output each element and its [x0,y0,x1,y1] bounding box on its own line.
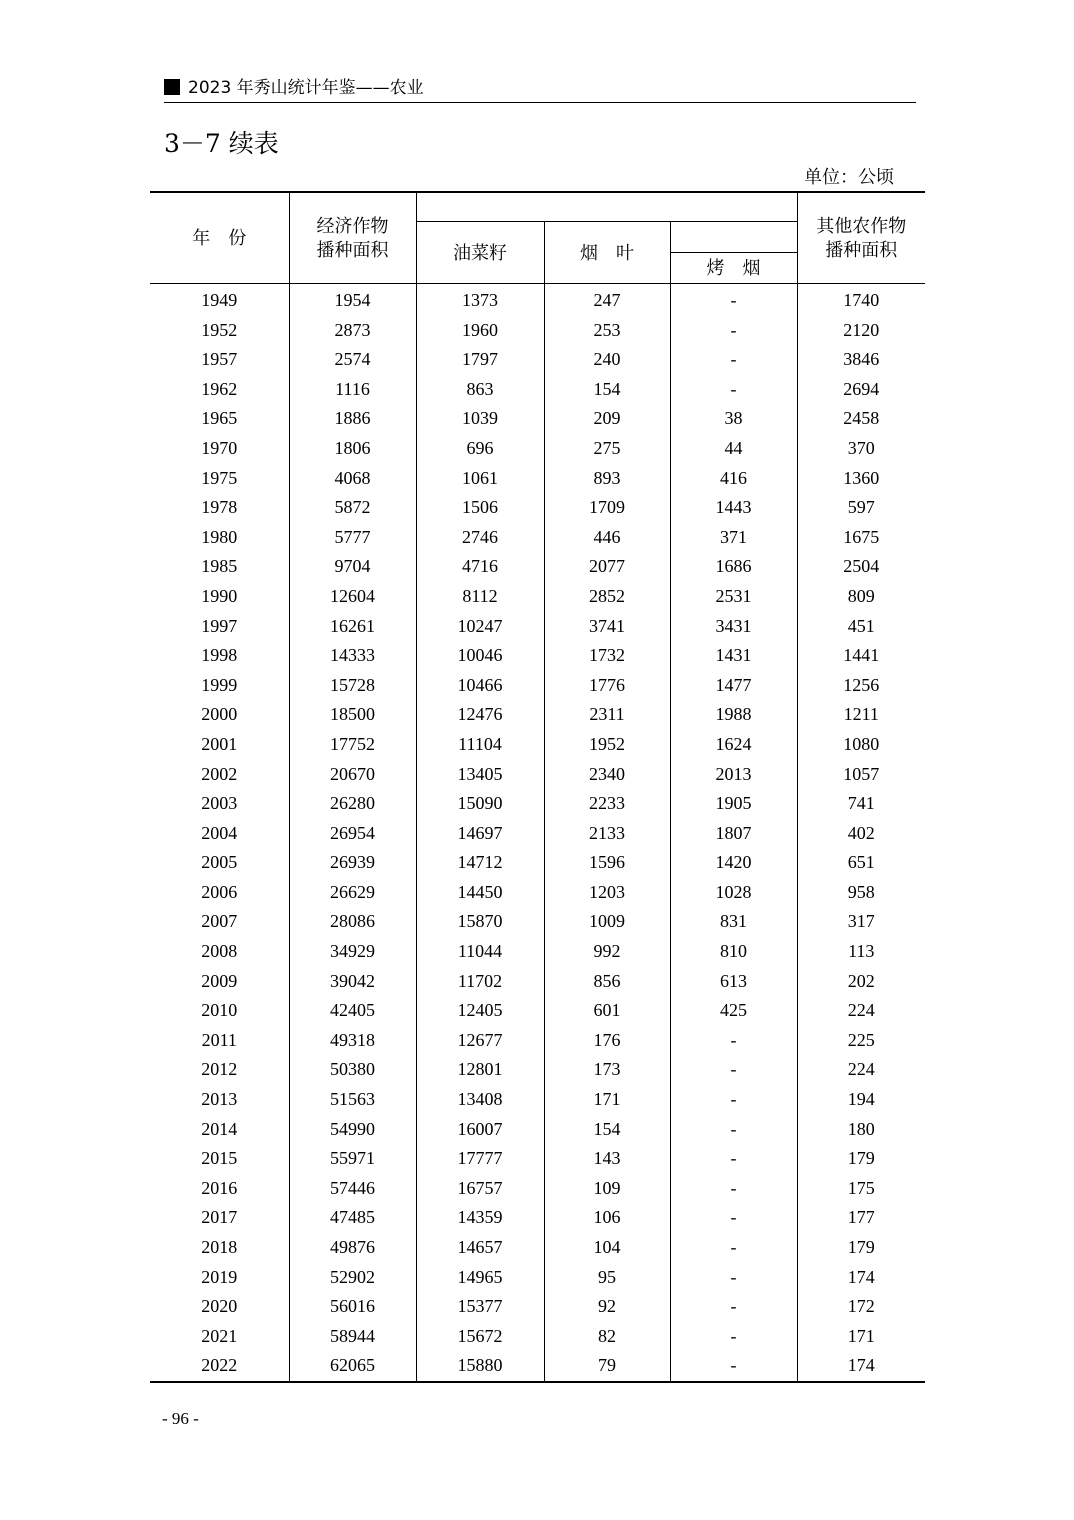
other-crops-cell: 1360 [797,464,925,494]
flue-cured-tobacco-cell: - [670,1174,797,1204]
flue-cured-tobacco-cell: 1443 [670,493,797,523]
running-title: 2023 年秀山统计年鉴——农业 [188,78,424,98]
year-cell: 1965 [201,408,238,429]
economic-crops-cell: 1886 [289,404,416,434]
rapeseed-cell: 1039 [416,404,544,434]
year-cell: 2015 [201,1148,238,1169]
flue-cured-tobacco-cell: - [670,345,797,375]
other-crops-cell: 180 [797,1115,925,1145]
year-cell: 2019 [201,1266,238,1287]
year-cell: 1962 [201,378,238,399]
rapeseed-cell: 4716 [416,552,544,582]
economic-crops-cell: 18500 [289,700,416,730]
year-cell: 1999 [201,674,238,695]
economic-crops-cell: 39042 [289,967,416,997]
other-crops-cell: 402 [797,819,925,849]
table-row [150,316,925,346]
economic-crops-cell: 12604 [289,582,416,612]
flue-cured-tobacco-cell: - [670,375,797,405]
other-crops-cell: 179 [797,1144,925,1174]
page-number: - 96 - [162,1409,199,1428]
tobacco-cell: 176 [544,1026,670,1056]
header-year: 年 份 [192,228,247,248]
year-cell: 2012 [201,1059,238,1080]
year-cell: 2022 [201,1355,238,1376]
tobacco-cell: 253 [544,316,670,346]
year-cell: 2018 [201,1237,238,1257]
economic-crops-cell: 52902 [289,1263,416,1293]
running-header [164,76,916,103]
tobacco-cell: 171 [544,1085,670,1115]
table-row [150,1351,925,1382]
economic-crops-cell: 5872 [289,493,416,523]
header-square-mark [164,79,180,95]
rapeseed-cell: 14712 [416,848,544,878]
economic-crops-cell: 51563 [289,1085,416,1115]
tobacco-cell: 856 [544,967,670,997]
table-row [150,1055,925,1085]
tobacco-cell: 2852 [544,582,670,612]
tobacco-cell: 106 [544,1203,670,1233]
year-cell: 2001 [201,733,238,754]
other-crops-cell: 202 [797,967,925,997]
header-other-crops-label: 其他农作物播种面积 [816,216,907,260]
economic-crops-cell: 16261 [289,612,416,642]
other-crops-cell: 451 [797,612,925,642]
rapeseed-cell: 12677 [416,1026,544,1056]
flue-cured-tobacco-cell: 44 [670,434,797,464]
flue-cured-tobacco-cell: 810 [670,937,797,967]
table-row [150,907,925,937]
economic-crops-cell: 50380 [289,1055,416,1085]
year-cell: 1998 [201,645,238,666]
table-row [150,582,925,612]
flue-cured-tobacco-cell: - [670,316,797,346]
table-row [150,1233,925,1263]
tobacco-cell: 154 [544,375,670,405]
tobacco-cell: 275 [544,434,670,464]
economic-crops-cell: 47485 [289,1203,416,1233]
table-row [150,1203,925,1233]
rapeseed-cell: 15377 [416,1292,544,1322]
tobacco-cell: 446 [544,523,670,553]
flue-cured-tobacco-cell: - [670,1351,797,1382]
table-row [150,345,925,375]
other-crops-cell: 958 [797,878,925,908]
rapeseed-cell: 1960 [416,316,544,346]
year-cell: 2014 [201,1118,238,1139]
tobacco-cell: 893 [544,464,670,494]
other-crops-cell: 225 [797,1026,925,1056]
other-crops-cell: 224 [797,996,925,1026]
economic-crops-cell: 49318 [289,1026,416,1056]
rapeseed-cell: 15870 [416,907,544,937]
other-crops-cell: 1057 [797,760,925,790]
rapeseed-cell: 12801 [416,1055,544,1085]
other-crops-cell: 2458 [797,404,925,434]
economic-crops-cell: 15728 [289,671,416,701]
flue-cured-tobacco-cell: 371 [670,523,797,553]
year-cell: 2000 [201,704,238,725]
year-cell: 1980 [201,526,238,547]
economic-crops-cell: 20670 [289,760,416,790]
tobacco-cell: 1776 [544,671,670,701]
other-crops-cell: 194 [797,1085,925,1115]
table-row [150,434,925,464]
economic-crops-cell: 56016 [289,1292,416,1322]
other-crops-cell: 1080 [797,730,925,760]
economic-crops-cell: 1954 [289,284,416,316]
rapeseed-cell: 14657 [416,1233,544,1263]
year-cell: 2004 [201,822,238,843]
other-crops-cell: 370 [797,434,925,464]
tobacco-cell: 92 [544,1292,670,1322]
rapeseed-cell: 13405 [416,760,544,790]
flue-cured-tobacco-cell: 1431 [670,641,797,671]
tobacco-cell: 2077 [544,552,670,582]
rapeseed-cell: 1061 [416,464,544,494]
economic-crops-cell: 1116 [289,375,416,405]
tobacco-cell: 1203 [544,878,670,908]
flue-cured-tobacco-cell: 1807 [670,819,797,849]
year-cell: 2009 [201,970,238,991]
other-crops-cell: 317 [797,907,925,937]
table-row [150,464,925,494]
other-crops-cell: 651 [797,848,925,878]
tobacco-cell: 79 [544,1351,670,1382]
flue-cured-tobacco-cell: - [670,1144,797,1174]
year-cell: 2010 [201,1000,238,1021]
tobacco-cell: 2340 [544,760,670,790]
tobacco-cell: 601 [544,996,670,1026]
other-crops-cell: 1211 [797,700,925,730]
rapeseed-cell: 14359 [416,1203,544,1233]
unit-label: 单位：公顷 [804,167,894,188]
table-row [150,700,925,730]
year-cell: 1978 [201,497,238,518]
rapeseed-cell: 2746 [416,523,544,553]
table-row [150,375,925,405]
tobacco-cell: 82 [544,1322,670,1352]
rapeseed-cell: 14965 [416,1263,544,1293]
tobacco-cell: 3741 [544,612,670,642]
flue-cured-tobacco-cell: 831 [670,907,797,937]
table-row [150,819,925,849]
table-row [150,789,925,819]
tobacco-cell: 173 [544,1055,670,1085]
header-tobacco: 烟 叶 [544,222,670,284]
flue-cured-tobacco-cell: - [670,1203,797,1233]
economic-crops-cell: 62065 [289,1351,416,1382]
table-row [150,878,925,908]
rapeseed-cell: 1373 [416,284,544,316]
other-crops-cell: 809 [797,582,925,612]
flue-cured-tobacco-cell: 2013 [670,760,797,790]
table-row [150,730,925,760]
tobacco-cell: 1952 [544,730,670,760]
table-row [150,996,925,1026]
year-cell: 1949 [201,290,238,310]
rapeseed-cell: 11044 [416,937,544,967]
flue-cured-tobacco-cell: 1420 [670,848,797,878]
tobacco-cell: 109 [544,1174,670,1204]
year-cell: 1985 [201,556,238,577]
economic-crops-cell: 54990 [289,1115,416,1145]
year-cell: 2008 [201,941,238,962]
year-cell: 1957 [201,349,238,370]
flue-cured-tobacco-cell: - [670,1322,797,1352]
table-row [150,641,925,671]
flue-cured-tobacco-cell: 613 [670,967,797,997]
economic-crops-cell: 4068 [289,464,416,494]
year-cell: 1997 [201,615,238,636]
flue-cured-tobacco-cell: 3431 [670,612,797,642]
rapeseed-cell: 13408 [416,1085,544,1115]
other-crops-cell: 174 [797,1351,925,1382]
statistics-table-container [150,191,925,1383]
economic-crops-cell: 2574 [289,345,416,375]
rapeseed-cell: 1797 [416,345,544,375]
header-rapeseed: 油菜籽 [416,222,544,284]
table-row [150,967,925,997]
table-title: 3－7 续表 [164,129,279,158]
flue-cured-tobacco-cell: 1988 [670,700,797,730]
rapeseed-cell: 16007 [416,1115,544,1145]
tobacco-cell: 2233 [544,789,670,819]
tobacco-cell: 1009 [544,907,670,937]
economic-crops-cell: 1806 [289,434,416,464]
flue-cured-tobacco-cell: - [670,1026,797,1056]
year-cell: 2020 [201,1296,238,1317]
year-cell: 2005 [201,852,238,873]
economic-crops-cell: 2873 [289,316,416,346]
table-row [150,1174,925,1204]
economic-crops-cell: 26939 [289,848,416,878]
table-row [150,1085,925,1115]
tobacco-cell: 143 [544,1144,670,1174]
table-row [150,1263,925,1293]
flue-cured-tobacco-cell: 1905 [670,789,797,819]
year-cell: 2013 [201,1089,238,1110]
year-cell: 1975 [201,467,238,488]
table-row [150,1322,925,1352]
tobacco-cell: 1596 [544,848,670,878]
rapeseed-cell: 12405 [416,996,544,1026]
table-row [150,404,925,434]
table-row [150,760,925,790]
year-cell: 2021 [201,1325,238,1346]
economic-crops-cell: 26954 [289,819,416,849]
flue-cured-tobacco-cell: - [670,1055,797,1085]
economic-crops-cell: 49876 [289,1233,416,1263]
table-row [150,284,925,316]
year-cell: 2017 [201,1207,238,1228]
tobacco-cell: 1709 [544,493,670,523]
other-crops-cell: 2504 [797,552,925,582]
rapeseed-cell: 10247 [416,612,544,642]
other-crops-cell: 172 [797,1292,925,1322]
table-row [150,671,925,701]
flue-cured-tobacco-cell: 2531 [670,582,797,612]
flue-cured-tobacco-cell: 416 [670,464,797,494]
flue-cured-tobacco-cell: - [670,1233,797,1263]
tobacco-cell: 2311 [544,700,670,730]
flue-cured-tobacco-cell: 1028 [670,878,797,908]
header-span-spacer [416,192,797,222]
other-crops-cell: 171 [797,1322,925,1352]
flue-cured-tobacco-cell: 38 [670,404,797,434]
flue-cured-tobacco-cell: - [670,1263,797,1293]
header-economic-crops-label: 经济作物播种面积 [316,216,389,260]
rapeseed-cell: 15672 [416,1322,544,1352]
flue-cured-tobacco-cell: 425 [670,996,797,1026]
other-crops-cell: 1256 [797,671,925,701]
economic-crops-cell: 58944 [289,1322,416,1352]
other-crops-cell: 2694 [797,375,925,405]
year-cell: 1970 [201,437,238,458]
economic-crops-cell: 28086 [289,907,416,937]
rapeseed-cell: 17777 [416,1144,544,1174]
header-other-crops [797,192,925,284]
economic-crops-cell: 9704 [289,552,416,582]
year-cell: 2016 [201,1177,238,1198]
flue-cured-tobacco-cell: - [670,1292,797,1322]
tobacco-cell: 1732 [544,641,670,671]
rapeseed-cell: 15090 [416,789,544,819]
table-row [150,493,925,523]
rapeseed-cell: 14697 [416,819,544,849]
other-crops-cell: 179 [797,1233,925,1263]
rapeseed-cell: 863 [416,375,544,405]
economic-crops-cell: 14333 [289,641,416,671]
header-flue-cured-tobacco: 烤 烟 [670,253,797,284]
flue-cured-tobacco-cell: 1686 [670,552,797,582]
tobacco-cell: 95 [544,1263,670,1293]
economic-crops-cell: 26629 [289,878,416,908]
tobacco-cell: 209 [544,404,670,434]
tobacco-cell: 154 [544,1115,670,1145]
tobacco-cell: 2133 [544,819,670,849]
header-economic-crops [289,192,416,284]
rapeseed-cell: 10466 [416,671,544,701]
year-cell: 2002 [201,763,238,784]
economic-crops-cell: 17752 [289,730,416,760]
table-row [150,612,925,642]
tobacco-cell: 992 [544,937,670,967]
table-row [150,1292,925,1322]
rapeseed-cell: 696 [416,434,544,464]
table-header [150,192,925,284]
rapeseed-cell: 11104 [416,730,544,760]
other-crops-cell: 175 [797,1174,925,1204]
other-crops-cell: 224 [797,1055,925,1085]
other-crops-cell: 1675 [797,523,925,553]
tobacco-cell: 247 [544,284,670,316]
other-crops-cell: 174 [797,1263,925,1293]
economic-crops-cell: 26280 [289,789,416,819]
economic-crops-cell: 57446 [289,1174,416,1204]
table-row [150,552,925,582]
flue-cured-tobacco-cell: - [670,1115,797,1145]
table-row [150,1026,925,1056]
header-tobacco-spacer [670,222,797,253]
year-cell: 1952 [201,319,238,340]
economic-crops-cell: 55971 [289,1144,416,1174]
other-crops-cell: 3846 [797,345,925,375]
year-cell: 2011 [201,1029,237,1050]
table-row [150,1144,925,1174]
statistics-table [150,191,925,1383]
table-row [150,937,925,967]
rapeseed-cell: 14450 [416,878,544,908]
year-cell: 2003 [201,793,238,814]
year-cell: 2007 [201,911,238,932]
rapeseed-cell: 16757 [416,1174,544,1204]
other-crops-cell: 597 [797,493,925,523]
economic-crops-cell: 42405 [289,996,416,1026]
economic-crops-cell: 5777 [289,523,416,553]
other-crops-cell: 1740 [797,284,925,316]
year-cell: 1990 [201,585,238,606]
table-row [150,1115,925,1145]
flue-cured-tobacco-cell: 1624 [670,730,797,760]
table-body [150,284,925,1382]
flue-cured-tobacco-cell: - [670,284,797,316]
rapeseed-cell: 10046 [416,641,544,671]
other-crops-cell: 177 [797,1203,925,1233]
tobacco-cell: 240 [544,345,670,375]
table-row [150,848,925,878]
year-cell: 2006 [201,881,238,902]
flue-cured-tobacco-cell: 1477 [670,671,797,701]
table-row [150,523,925,553]
rapeseed-cell: 11702 [416,967,544,997]
rapeseed-cell: 12476 [416,700,544,730]
rapeseed-cell: 1506 [416,493,544,523]
rapeseed-cell: 8112 [416,582,544,612]
rapeseed-cell: 15880 [416,1351,544,1382]
tobacco-cell: 104 [544,1233,670,1263]
other-crops-cell: 113 [797,937,925,967]
other-crops-cell: 741 [797,789,925,819]
flue-cured-tobacco-cell: - [670,1085,797,1115]
other-crops-cell: 1441 [797,641,925,671]
other-crops-cell: 2120 [797,316,925,346]
economic-crops-cell: 34929 [289,937,416,967]
